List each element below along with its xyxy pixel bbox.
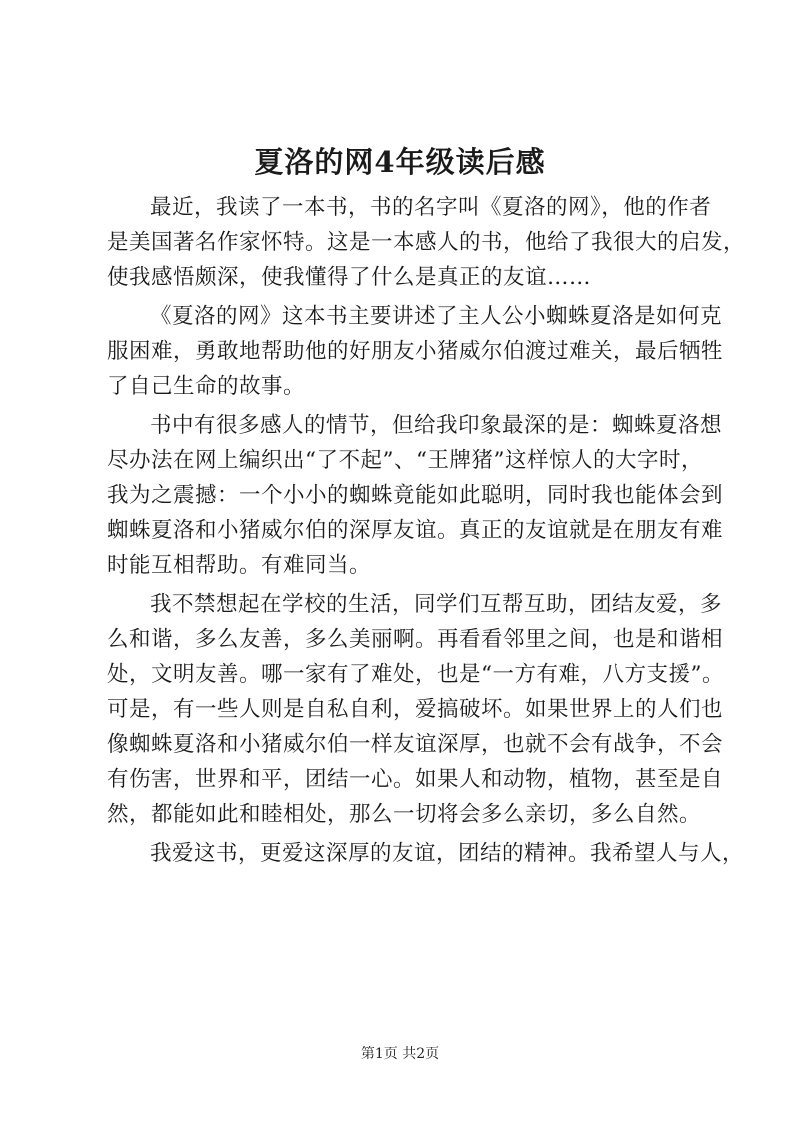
paragraph-line: 《夏洛的网》这本书主要讲述了主人公小蜘蛛夏洛是如何克 — [150, 304, 723, 329]
paragraph-line: 书中有很多感人的情节，但给我印象最深的是：蜘蛛夏洛想 — [150, 413, 723, 438]
paragraph-line: 是美国著名作家怀特。这是一本感人的书，他给了我很大的启发， — [107, 230, 746, 255]
paragraph-5 — [107, 836, 745, 871]
paragraph-line: 最近，我读了一本书，书的名字叫《夏洛的网》，他的作者 — [150, 195, 712, 220]
paragraph-line: 可是，有一些人则是自私自利，爱搞破坏。如果世界上的人们也 — [107, 697, 724, 722]
paragraph-line: 服困难，勇敢地帮助他的好朋友小猪威尔伯渡过难关，最后牺牲 — [107, 339, 724, 364]
paragraph-3 — [107, 408, 724, 583]
paragraph-line: 处，文明友善。哪一家有了难处，也是“一方有难，八方支援”。 — [107, 662, 724, 687]
paragraph-line: 我为之震撼：一个小小的蜘蛛竟能如此聪明，同时我也能体会到 — [107, 483, 724, 508]
paragraph-line: 我不禁想起在学校的生活，同学们互帮互助，团结友爱，多 — [150, 592, 723, 617]
page-footer: 第1页 共2页 — [360, 1046, 440, 1062]
paragraph-line: 尽办法在网上编织出“了不起”、“王牌猪”这样惊人的大字时， — [107, 448, 703, 473]
paragraph-line: 像蜘蛛夏洛和小猪威尔伯一样友谊深厚，也就不会有战争，不会 — [107, 732, 724, 757]
document-title: 夏洛的网4年级读后感 — [254, 145, 546, 179]
paragraph-4 — [107, 587, 724, 832]
paragraph-line: 么和谐，多么友善，多么美丽啊。再看看邻里之间，也是和谐相 — [107, 627, 724, 652]
paragraph-line: 然，都能如此和睦相处，那么一切将会多么亲切，多么自然。 — [107, 802, 702, 827]
paragraph-line: 我爱这书，更爱这深厚的友谊，团结的精神。我希望人与人， — [150, 841, 745, 866]
paragraph-line: 了自己生命的故事。 — [107, 374, 306, 399]
paragraph-line: 使我感悟颇深，使我懂得了什么是真正的友谊…… — [107, 265, 592, 290]
paragraph-line: 有伤害，世界和平，团结一心。如果人和动物，植物，甚至是自 — [107, 767, 724, 792]
paragraph-line: 时能互相帮助。有难同当。 — [107, 553, 372, 578]
paragraph-2 — [107, 299, 724, 404]
document-body — [107, 190, 746, 875]
paragraph-1 — [107, 190, 746, 295]
paragraph-line: 蜘蛛夏洛和小猪威尔伯的深厚友谊。真正的友谊就是在朋友有难 — [107, 518, 724, 543]
